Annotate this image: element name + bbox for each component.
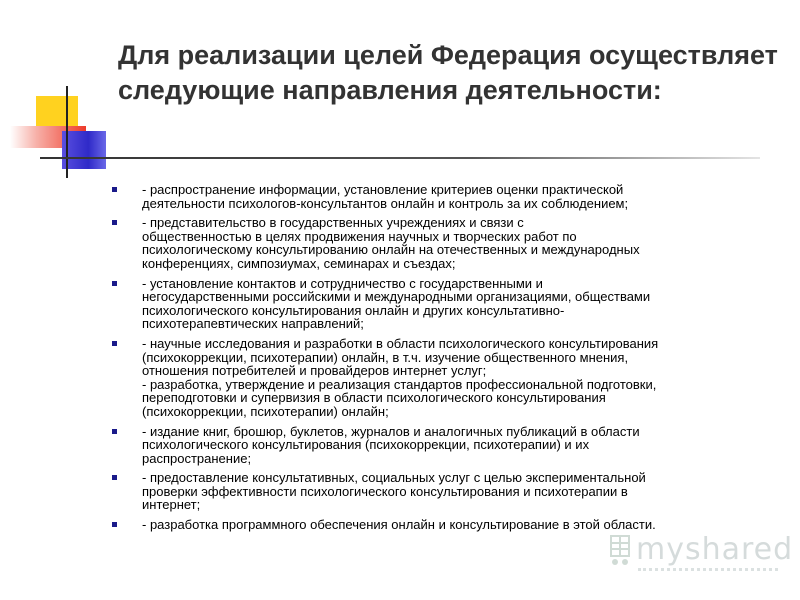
watermark-dots xyxy=(638,568,778,575)
list-item-text: - представительство в государственных учреждениях и связи с общественностью в целях продвижения научных и творческих работ по психологическому консультированию онлайн на отечественных и международных конференциях, симпозиумах, семинарах и съездах; xyxy=(142,215,640,271)
decor-vertical-line xyxy=(66,86,68,178)
list-item xyxy=(106,183,796,210)
title-underline xyxy=(40,157,760,159)
list-item xyxy=(106,425,796,466)
bullet-icon xyxy=(112,341,117,346)
slide-title: Для реализации целей Федерация осуществляет следующие направления деятельности: xyxy=(118,40,778,105)
list-item xyxy=(106,216,796,270)
bullet-icon xyxy=(112,475,117,480)
bullet-icon xyxy=(112,522,117,527)
list-item-text: - издание книг, брошюр, буклетов, журналов и аналогичных публикаций в области психологического консультирования (психокоррекции, психотерапии) и их распространение; xyxy=(142,423,640,466)
list-item-text: - установление контактов и сотрудничество с государственными и негосударственными российскими и международными организациями, обществами психологического консультирования онлайн и других консультативно- психотерапевтических направлений; xyxy=(142,275,651,332)
bullet-icon xyxy=(112,220,117,225)
shopping-cart-icon xyxy=(608,534,632,568)
list-item xyxy=(106,337,796,419)
list-item xyxy=(106,471,796,512)
decor-blue-square xyxy=(62,131,106,169)
bullet-icon xyxy=(112,187,117,192)
bullet-icon xyxy=(112,281,117,286)
list-item-text: - распространение информации, установление критериев оценки практической деятельности психологов-консультантов онлайн и контроль за их соблюдением; xyxy=(142,182,629,211)
watermark-text: myshared xyxy=(636,532,794,567)
bullet-icon xyxy=(112,429,117,434)
list-item-text: - научные исследования и разработки в области психологического консультирования (психокоррекции, психотерапии) онлайн, в т.ч. изучение общественного мнения, отношения потребителей и провайдеров интернет услуг; - разработка, утверждение и реализация стандартов профессиональной подготовки, переподготовки и супервизия в области психологического консультирования (психокоррекции, психотерапии) онлайн; xyxy=(142,335,659,419)
list-item-text: - предоставление консультативных, социальных услуг с целью экспериментальной проверки эффективности психологического консультирования и психотерапии в интернет; xyxy=(142,470,646,513)
list-item-text: - разработка программного обеспечения онлайн и консультирование в этой области. xyxy=(142,517,656,533)
watermark xyxy=(608,528,794,578)
list-item xyxy=(106,277,796,331)
bullet-list xyxy=(106,183,796,538)
